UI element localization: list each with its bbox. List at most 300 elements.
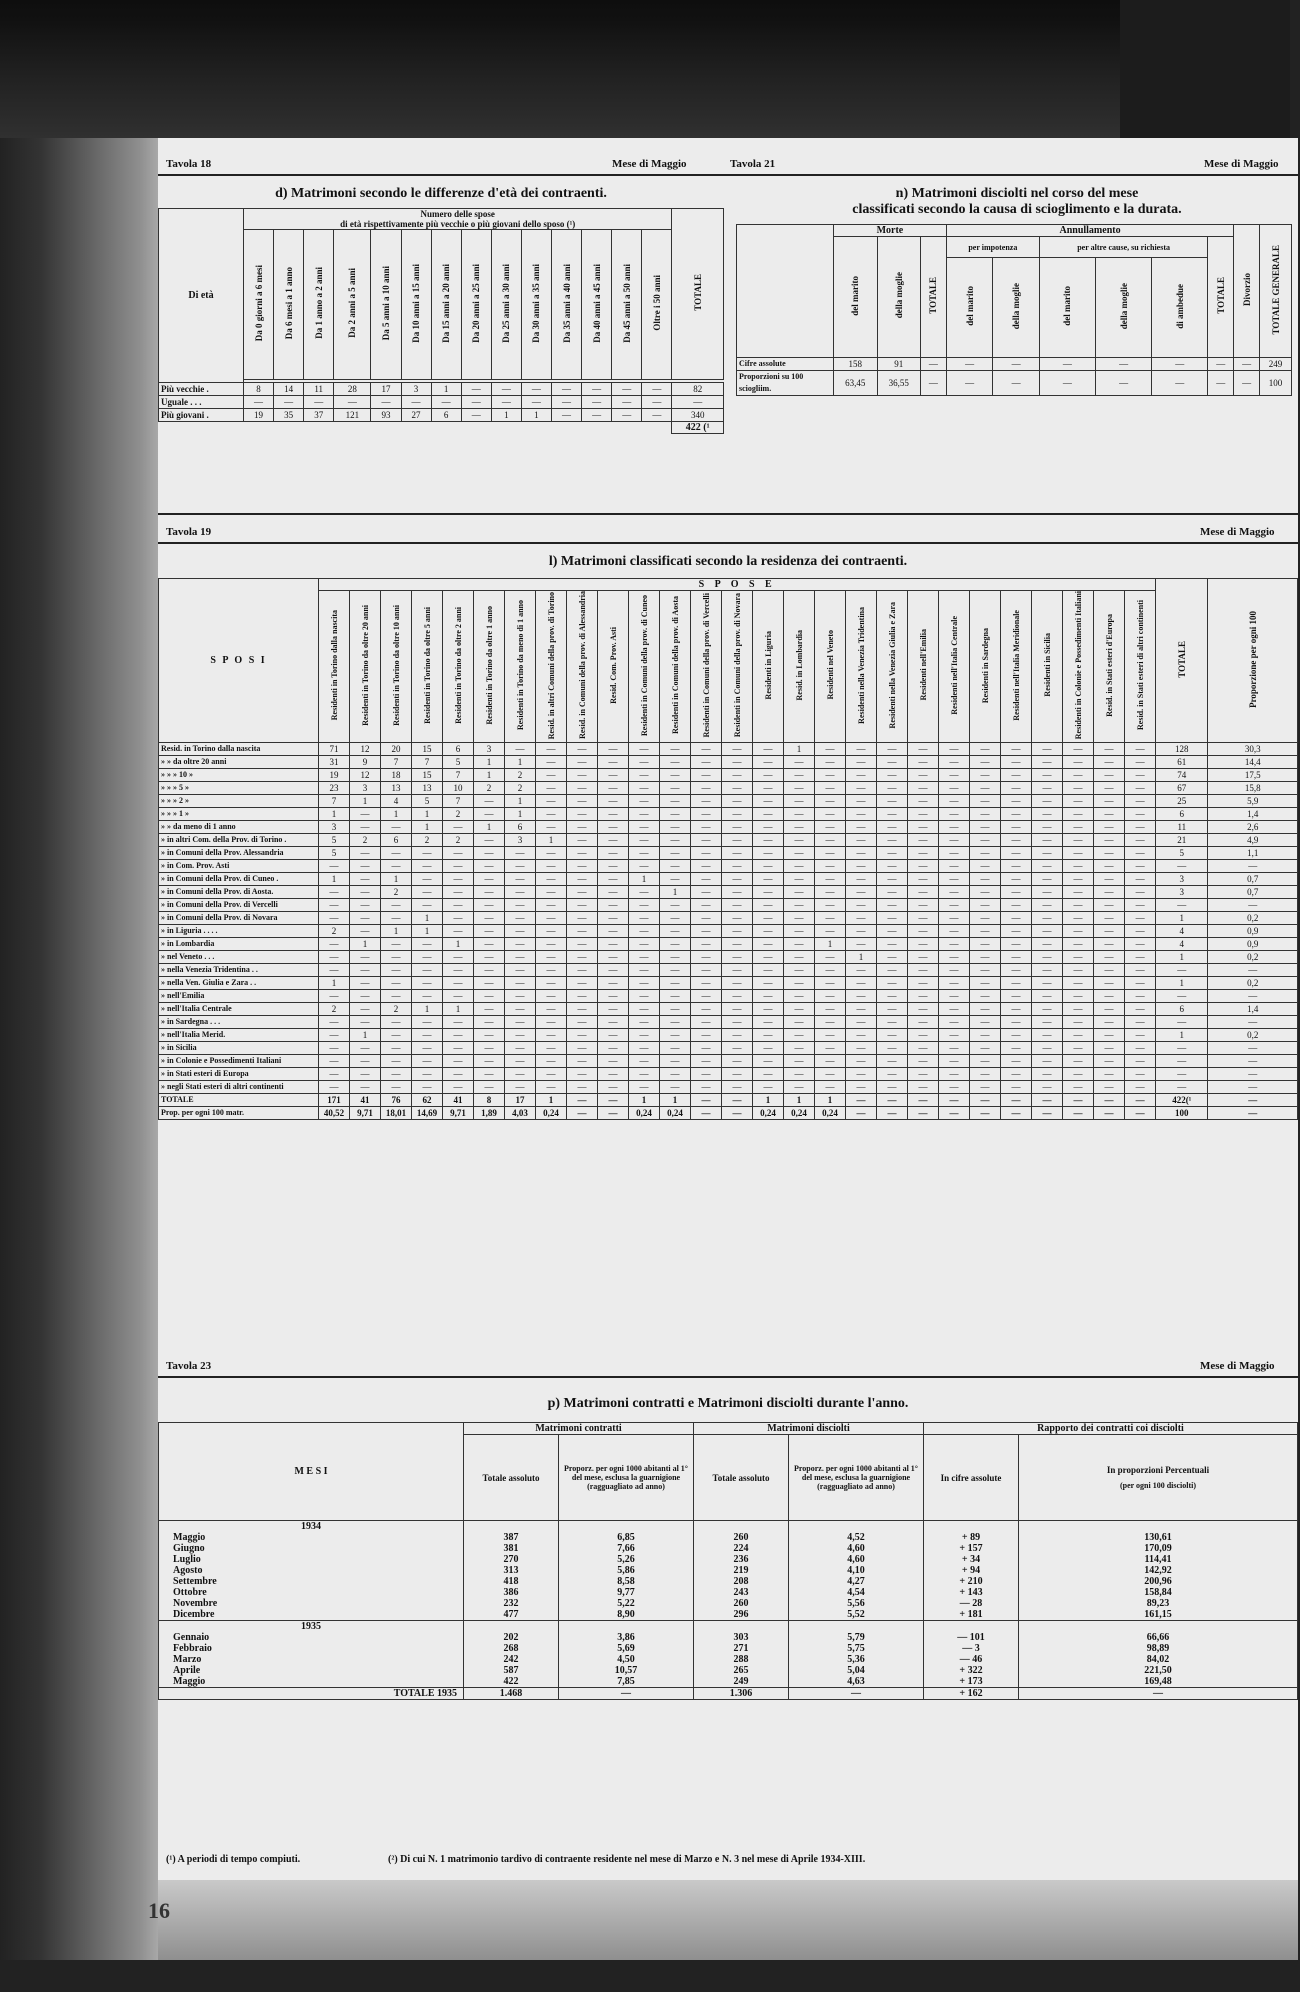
t19-cell: — bbox=[691, 860, 722, 873]
t18-cell: 14 bbox=[274, 383, 304, 396]
t19-cell: — bbox=[474, 808, 505, 821]
t18-cell: — bbox=[521, 396, 551, 409]
t23-cell: + 181 bbox=[924, 1609, 1019, 1621]
t19-cell: — bbox=[474, 951, 505, 964]
t23-year: 1935 bbox=[159, 1621, 464, 1633]
t19-cell: — bbox=[381, 1081, 412, 1094]
t19-cell: — bbox=[753, 873, 784, 886]
t19-cell: — bbox=[1125, 977, 1156, 990]
t19-cell: — bbox=[846, 899, 877, 912]
t19-cell: — bbox=[660, 834, 691, 847]
t19-cell: — bbox=[939, 964, 970, 977]
t19-cell: — bbox=[567, 769, 598, 782]
t23-year: 1934 bbox=[159, 1521, 464, 1533]
t18-cell: 19 bbox=[244, 409, 274, 422]
t21-title-l2: classificati secondo la causa di scioglimento e la durata. bbox=[852, 202, 1182, 217]
t19-cell: — bbox=[1032, 821, 1063, 834]
t19-cell: — bbox=[474, 1016, 505, 1029]
t19-cell: — bbox=[908, 1068, 939, 1081]
t21-title-l1: n) Matrimoni disciolti nel corso del mese bbox=[895, 186, 1139, 201]
t19-cell: — bbox=[1001, 873, 1032, 886]
t19-cell: — bbox=[381, 899, 412, 912]
t19-cell: — bbox=[784, 1055, 815, 1068]
t19-cell: — bbox=[815, 951, 846, 964]
t19-cell: — bbox=[536, 821, 567, 834]
t19-cell: — bbox=[815, 756, 846, 769]
t19-cell: 0,24 bbox=[784, 1107, 815, 1120]
t19-cell: — bbox=[815, 1029, 846, 1042]
t19-cell: — bbox=[1063, 821, 1094, 834]
t19-cell: — bbox=[536, 1042, 567, 1055]
t19-cell: — bbox=[784, 795, 815, 808]
t21-cell: — bbox=[1208, 371, 1234, 396]
t19-cell: — bbox=[939, 1055, 970, 1068]
t23-cell: 4,63 bbox=[789, 1676, 924, 1688]
t19-cell: — bbox=[722, 925, 753, 938]
t19-cell: — bbox=[877, 1003, 908, 1016]
t18-cell: — bbox=[304, 396, 334, 409]
t19-row bbox=[159, 951, 1298, 964]
t19-row bbox=[159, 912, 1298, 925]
t19-cell: — bbox=[505, 860, 536, 873]
t19-cell: — bbox=[908, 1042, 939, 1055]
t19-cell: 1 bbox=[784, 1094, 815, 1107]
t23-year-row bbox=[159, 1621, 1298, 1633]
t19-cell: — bbox=[970, 743, 1001, 756]
t19-cell: — bbox=[598, 1068, 629, 1081]
t19-cell: 15 bbox=[412, 769, 443, 782]
tavola-19-month: Mese di Maggio bbox=[1200, 526, 1275, 538]
t19-cell: 3 bbox=[505, 834, 536, 847]
t19-row-label: » in Lombardia bbox=[159, 938, 319, 951]
t19-cell: — bbox=[877, 951, 908, 964]
t19-cell: 4,9 bbox=[1208, 834, 1298, 847]
t19-cell: — bbox=[908, 886, 939, 899]
t19-row-label: » in Sardegna . . . bbox=[159, 1016, 319, 1029]
tavola-21 bbox=[736, 180, 1298, 396]
t19-cell: — bbox=[505, 964, 536, 977]
t19-cell: — bbox=[660, 1068, 691, 1081]
t19-cell: — bbox=[567, 938, 598, 951]
t21-col-8: TOTALE bbox=[1208, 237, 1234, 358]
t19-cell: — bbox=[877, 1107, 908, 1120]
t21-cell: — bbox=[1039, 371, 1095, 396]
t19-cell: — bbox=[970, 1055, 1001, 1068]
t19-cell: — bbox=[846, 795, 877, 808]
t19-row bbox=[159, 977, 1298, 990]
t19-cell: — bbox=[815, 1003, 846, 1016]
t21-h-altre: per altre cause, su richiesta bbox=[1039, 237, 1208, 258]
t19-cell: — bbox=[660, 743, 691, 756]
t19-cell: — bbox=[1063, 834, 1094, 847]
t19-row-label: » » da meno di 1 anno bbox=[159, 821, 319, 834]
t19-cell: — bbox=[908, 1003, 939, 1016]
t19-cell: — bbox=[722, 808, 753, 821]
t19-cell: — bbox=[722, 1107, 753, 1120]
t19-cell: — bbox=[691, 743, 722, 756]
t19-cell: — bbox=[505, 925, 536, 938]
t19-cell: — bbox=[536, 743, 567, 756]
t19-row bbox=[159, 925, 1298, 938]
t19-cell: — bbox=[598, 899, 629, 912]
t19-cell: — bbox=[908, 860, 939, 873]
t19-cell: — bbox=[877, 1094, 908, 1107]
t19-cell: — bbox=[598, 964, 629, 977]
t19-cell: — bbox=[970, 925, 1001, 938]
t19-cell: 1 bbox=[412, 925, 443, 938]
t19-cell: — bbox=[877, 1081, 908, 1094]
t19-cell: — bbox=[319, 912, 350, 925]
t19-row bbox=[159, 964, 1298, 977]
t18-cell: 93 bbox=[371, 409, 401, 422]
t19-row bbox=[159, 769, 1298, 782]
t19-cell: — bbox=[443, 860, 474, 873]
t19-cell: — bbox=[815, 795, 846, 808]
t19-cell: — bbox=[1063, 1003, 1094, 1016]
t19-cell: — bbox=[784, 990, 815, 1003]
t18-col-14: TOTALE bbox=[672, 209, 724, 380]
t19-cell: — bbox=[319, 886, 350, 899]
t19-row-label: » negli Stati esteri di altri continenti bbox=[159, 1081, 319, 1094]
t19-cell: — bbox=[784, 834, 815, 847]
t19-cell: — bbox=[474, 1003, 505, 1016]
t19-cell: 4,03 bbox=[505, 1107, 536, 1120]
t19-row-label: » in Com. Prov. Asti bbox=[159, 860, 319, 873]
t23-cell: 5,22 bbox=[559, 1598, 694, 1609]
t19-cell: — bbox=[629, 1042, 660, 1055]
t19-cell: — bbox=[908, 912, 939, 925]
t19-cell: — bbox=[319, 1081, 350, 1094]
t19-cell: — bbox=[815, 899, 846, 912]
t19-cell: — bbox=[877, 756, 908, 769]
t19-cell: 5,9 bbox=[1208, 795, 1298, 808]
t19-cell: — bbox=[1125, 795, 1156, 808]
t19-cell: — bbox=[970, 808, 1001, 821]
t19-cell: — bbox=[1208, 1042, 1298, 1055]
t19-cell: — bbox=[474, 912, 505, 925]
t23-row bbox=[159, 1532, 1298, 1543]
t19-cell: — bbox=[1094, 925, 1125, 938]
t23-cell: 303 bbox=[694, 1632, 789, 1643]
tavola-21-month: Mese di Maggio bbox=[1204, 158, 1279, 170]
t19-cell: — bbox=[536, 795, 567, 808]
t19-cell: — bbox=[350, 821, 381, 834]
t19-cell: — bbox=[784, 860, 815, 873]
t19-cell: — bbox=[1063, 1055, 1094, 1068]
t19-cell: — bbox=[567, 808, 598, 821]
t19-cell: — bbox=[598, 847, 629, 860]
t19-cell: — bbox=[1032, 1068, 1063, 1081]
t19-cell: 15 bbox=[412, 743, 443, 756]
t19-cell: — bbox=[350, 925, 381, 938]
t19-cell: — bbox=[1001, 925, 1032, 938]
t19-cell: — bbox=[908, 1094, 939, 1107]
t19-col-13: Residenti in Comuni della prov. di Novara bbox=[722, 591, 753, 743]
t19-cell: — bbox=[1208, 1068, 1298, 1081]
t19-cell: — bbox=[381, 860, 412, 873]
t19-cell: 61 bbox=[1156, 756, 1208, 769]
t19-cell: — bbox=[1063, 1107, 1094, 1120]
t19-cell: — bbox=[1094, 808, 1125, 821]
t19-cell: — bbox=[753, 1029, 784, 1042]
t23-h-mesi: M E S I bbox=[159, 1423, 464, 1521]
t19-cell: — bbox=[1125, 1003, 1156, 1016]
t21-h-annull: Annullamento bbox=[946, 225, 1233, 237]
t19-cell: — bbox=[908, 782, 939, 795]
t19-cell: — bbox=[567, 1055, 598, 1068]
t19-cell: — bbox=[629, 1003, 660, 1016]
t19-cell: — bbox=[1125, 951, 1156, 964]
t19-cell: — bbox=[877, 886, 908, 899]
t19-cell: — bbox=[505, 899, 536, 912]
t23-cell: 10,57 bbox=[559, 1665, 694, 1676]
t23-month: Marzo bbox=[159, 1654, 464, 1665]
t23-cell: 221,50 bbox=[1019, 1665, 1298, 1676]
tavola-18-title: d) Matrimoni secondo le differenze d'età dei contraenti. bbox=[275, 186, 607, 201]
t23-month: Luglio bbox=[159, 1554, 464, 1565]
t19-cell: — bbox=[443, 847, 474, 860]
t23-year-row bbox=[159, 1521, 1298, 1533]
t19-cell: — bbox=[877, 821, 908, 834]
t23-month: Giugno bbox=[159, 1543, 464, 1554]
t19-cell: 2 bbox=[319, 1003, 350, 1016]
t19-cell: — bbox=[1032, 964, 1063, 977]
t19-cell: — bbox=[1125, 1107, 1156, 1120]
t19-cell: — bbox=[753, 977, 784, 990]
t19-cell: 9,71 bbox=[443, 1107, 474, 1120]
t19-cell: — bbox=[567, 743, 598, 756]
t19-cell: — bbox=[1156, 990, 1208, 1003]
t19-cell: 1 bbox=[660, 886, 691, 899]
t23-cell: 98,89 bbox=[1019, 1643, 1298, 1654]
t19-cell: — bbox=[1094, 1029, 1125, 1042]
t19-cell: — bbox=[381, 847, 412, 860]
t19-cell: — bbox=[660, 769, 691, 782]
t23-total-label: TOTALE 1935 bbox=[159, 1688, 464, 1700]
t19-cell: — bbox=[815, 886, 846, 899]
t19-cell: — bbox=[877, 808, 908, 821]
tavola-21-label: Tavola 21 bbox=[730, 158, 776, 170]
t18-row-label: Uguale . . . bbox=[159, 396, 244, 409]
t19-col-21: Residenti in Sardegna bbox=[970, 591, 1001, 743]
t19-cell: — bbox=[412, 977, 443, 990]
t19-cell: — bbox=[381, 1055, 412, 1068]
t19-cell: 2,6 bbox=[1208, 821, 1298, 834]
tavola-23-title: p) Matrimoni contratti e Matrimoni disciolti durante l'anno. bbox=[547, 1396, 909, 1411]
t19-cell: — bbox=[567, 886, 598, 899]
t19-cell: — bbox=[908, 743, 939, 756]
t23-cell: 130,61 bbox=[1019, 1532, 1298, 1543]
t19-cell: 5 bbox=[319, 834, 350, 847]
t19-cell: — bbox=[536, 808, 567, 821]
t19-cell: — bbox=[629, 938, 660, 951]
t19-cell: — bbox=[1156, 1016, 1208, 1029]
t19-cell: — bbox=[970, 821, 1001, 834]
t19-cell: — bbox=[505, 847, 536, 860]
t19-cell: — bbox=[412, 1042, 443, 1055]
t18-cell: — bbox=[491, 396, 521, 409]
t19-cell: — bbox=[877, 1042, 908, 1055]
t19-row bbox=[159, 821, 1298, 834]
t21-cell: — bbox=[921, 371, 947, 396]
t19-cell: — bbox=[536, 1068, 567, 1081]
t19-cell: — bbox=[1063, 756, 1094, 769]
t19-cell: — bbox=[1125, 860, 1156, 873]
t19-cell: — bbox=[846, 1055, 877, 1068]
t19-cell: — bbox=[412, 938, 443, 951]
t19-cell: — bbox=[1063, 964, 1094, 977]
t19-cell: — bbox=[536, 873, 567, 886]
t19-cell: — bbox=[443, 1068, 474, 1081]
t21-col-5: del marito bbox=[1039, 258, 1095, 358]
t19-cell: — bbox=[753, 860, 784, 873]
t19-cell: — bbox=[691, 821, 722, 834]
t19-row-label: » in altri Com. della Prov. di Torino . bbox=[159, 834, 319, 847]
t19-cell: — bbox=[505, 1042, 536, 1055]
t19-cell: — bbox=[1125, 1094, 1156, 1107]
t19-cell: — bbox=[691, 1055, 722, 1068]
t21-col-10: TOTALE GENERALE bbox=[1260, 225, 1292, 358]
t19-cell: — bbox=[877, 977, 908, 990]
t19-cell: 7 bbox=[443, 769, 474, 782]
t19-cell: — bbox=[567, 1107, 598, 1120]
t21-col-0: del marito bbox=[834, 237, 878, 358]
t19-cell: — bbox=[629, 1016, 660, 1029]
t21-col-9: Divorzio bbox=[1234, 225, 1260, 358]
t19-cell: — bbox=[474, 795, 505, 808]
t19-cell: — bbox=[567, 834, 598, 847]
t19-cell: — bbox=[784, 1003, 815, 1016]
t19-cell: — bbox=[350, 1042, 381, 1055]
t19-cell: — bbox=[505, 1029, 536, 1042]
t19-cell: 1 bbox=[474, 821, 505, 834]
t19-cell: — bbox=[1208, 1094, 1298, 1107]
t19-cell: — bbox=[908, 899, 939, 912]
t18-cell: — bbox=[371, 396, 401, 409]
t19-cell: — bbox=[877, 1068, 908, 1081]
t19-cell: — bbox=[505, 1068, 536, 1081]
t19-cell: — bbox=[846, 873, 877, 886]
t19-cell: — bbox=[567, 951, 598, 964]
t19-cell: — bbox=[1125, 834, 1156, 847]
t19-cell: — bbox=[970, 990, 1001, 1003]
t19-cell: — bbox=[970, 938, 1001, 951]
t19-cell: 2 bbox=[319, 925, 350, 938]
t19-cell: 1 bbox=[412, 912, 443, 925]
t19-cell: — bbox=[691, 977, 722, 990]
t19-cell: — bbox=[1156, 1055, 1208, 1068]
t19-cell: 1 bbox=[412, 1003, 443, 1016]
t19-cell: 7 bbox=[443, 795, 474, 808]
t19-cell: — bbox=[629, 1081, 660, 1094]
t19-cell: — bbox=[908, 977, 939, 990]
t21-cell: 36,55 bbox=[877, 371, 921, 396]
t19-cell: — bbox=[598, 756, 629, 769]
t19-cell: — bbox=[629, 860, 660, 873]
t19-cell: — bbox=[1125, 912, 1156, 925]
t19-cell: 1 bbox=[319, 977, 350, 990]
t19-cell: — bbox=[505, 743, 536, 756]
t23-cell: 5,36 bbox=[789, 1654, 924, 1665]
tavola-19-title: l) Matrimoni classificati secondo la residenza dei contraenti. bbox=[548, 554, 908, 569]
t19-col-10: Residenti in Comuni della prov. di Cuneo bbox=[629, 591, 660, 743]
t19-cell: — bbox=[381, 964, 412, 977]
t19-cell: — bbox=[722, 1055, 753, 1068]
t19-cell: 12 bbox=[350, 743, 381, 756]
t19-cell: — bbox=[846, 886, 877, 899]
t19-cell: — bbox=[1094, 1081, 1125, 1094]
t23-cell: 260 bbox=[694, 1532, 789, 1543]
t19-row bbox=[159, 808, 1298, 821]
t19-cell: — bbox=[691, 938, 722, 951]
t19-cell: — bbox=[412, 1016, 443, 1029]
t19-cell: — bbox=[1001, 860, 1032, 873]
t19-cell: — bbox=[629, 1068, 660, 1081]
t19-cell: — bbox=[1032, 1029, 1063, 1042]
t19-cell: 76 bbox=[381, 1094, 412, 1107]
t19-cell: — bbox=[970, 756, 1001, 769]
t19-cell: — bbox=[629, 834, 660, 847]
t19-row bbox=[159, 1068, 1298, 1081]
t19-row bbox=[159, 1055, 1298, 1068]
t19-cell: — bbox=[753, 938, 784, 951]
t19-cell: — bbox=[474, 938, 505, 951]
t23-cell: + 143 bbox=[924, 1587, 1019, 1598]
t19-row-label: » in Comuni della Prov. di Aosta. bbox=[159, 886, 319, 899]
t19-cell: — bbox=[939, 1029, 970, 1042]
t19-col-5: Residenti in Torino da oltre 1 anno bbox=[474, 591, 505, 743]
t19-cell: — bbox=[536, 1003, 567, 1016]
t19-cell: — bbox=[1032, 990, 1063, 1003]
t19-cell: — bbox=[722, 1003, 753, 1016]
t18-cell: 82 bbox=[672, 383, 724, 396]
t19-cell: — bbox=[1125, 1081, 1156, 1094]
tavola-19-label: Tavola 19 bbox=[166, 526, 212, 538]
t19-cell: — bbox=[1032, 886, 1063, 899]
t19-cell: 0,2 bbox=[1208, 977, 1298, 990]
t23-h-contratti: Matrimoni contratti bbox=[464, 1423, 694, 1435]
t19-cell: — bbox=[381, 821, 412, 834]
t23-cell: 265 bbox=[694, 1665, 789, 1676]
t19-cell: 1 bbox=[505, 756, 536, 769]
t19-cell: — bbox=[970, 886, 1001, 899]
t19-col-11: Residenti in Comuni della prov. di Aosta bbox=[660, 591, 691, 743]
t18-cell: — bbox=[274, 396, 304, 409]
t19-cell: 0,24 bbox=[629, 1107, 660, 1120]
t19-cell: — bbox=[629, 886, 660, 899]
t19-cell: — bbox=[815, 1042, 846, 1055]
t19-cell: — bbox=[660, 990, 691, 1003]
t19-cell: — bbox=[1001, 964, 1032, 977]
t19-col-17: Residenti nella Venezia Tridentina bbox=[846, 591, 877, 743]
t19-cell: — bbox=[691, 834, 722, 847]
t18-cell: — bbox=[551, 409, 581, 422]
t19-cell: — bbox=[846, 1081, 877, 1094]
t19-cell: — bbox=[1032, 834, 1063, 847]
t19-cell: — bbox=[629, 951, 660, 964]
t19-cell: — bbox=[1094, 743, 1125, 756]
t19-cell: 1,89 bbox=[474, 1107, 505, 1120]
t19-cell: — bbox=[784, 1081, 815, 1094]
t19-cell: — bbox=[1094, 834, 1125, 847]
t19-cell: 20 bbox=[381, 743, 412, 756]
t19-cell: — bbox=[1001, 795, 1032, 808]
t19-cell: 1 bbox=[505, 795, 536, 808]
t21-cell: — bbox=[1152, 358, 1208, 371]
t19-cell: — bbox=[1125, 990, 1156, 1003]
t19-cell: — bbox=[1063, 990, 1094, 1003]
t19-cell: — bbox=[784, 821, 815, 834]
